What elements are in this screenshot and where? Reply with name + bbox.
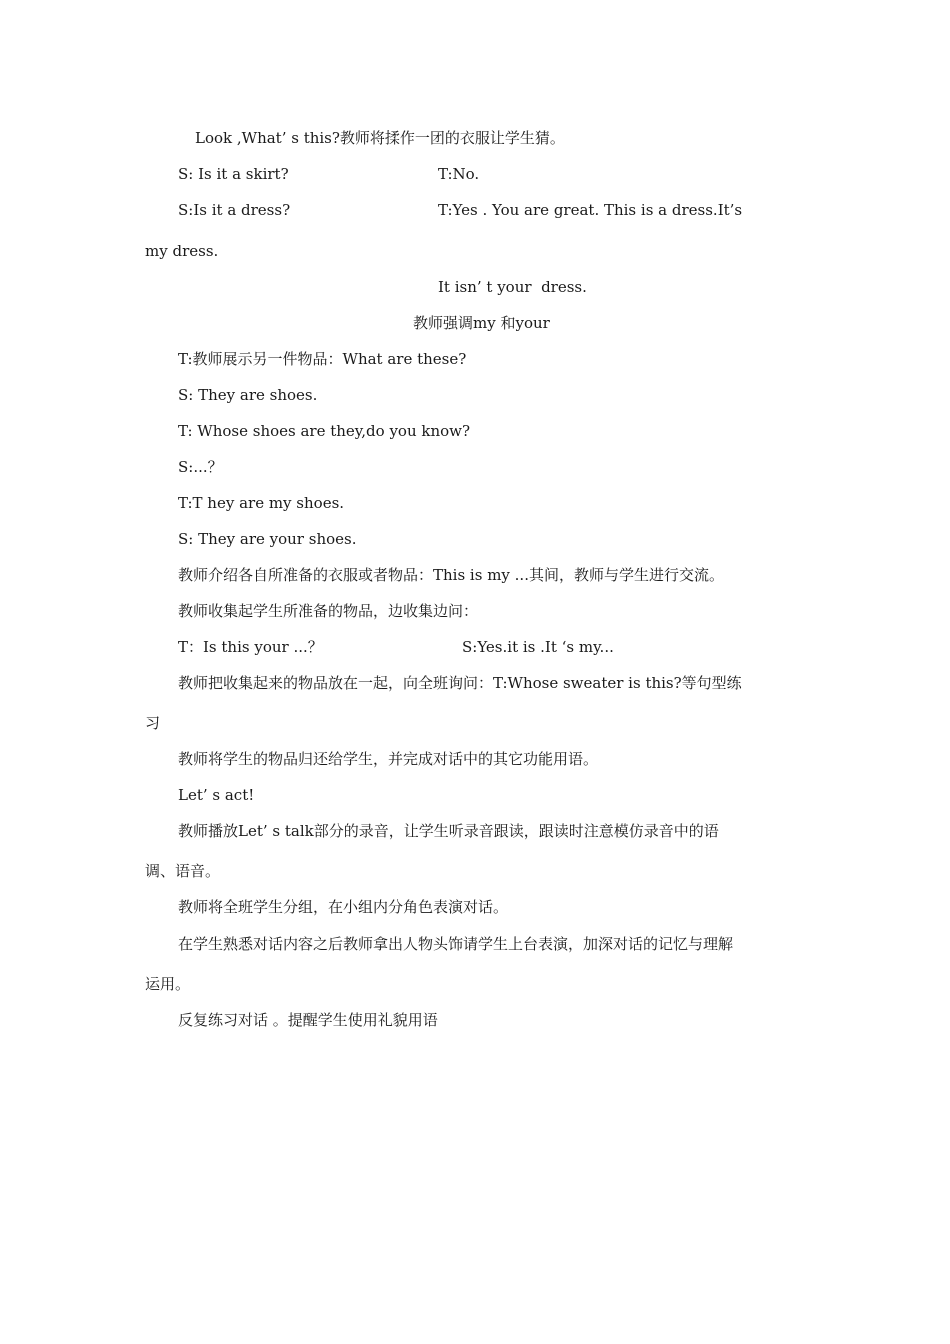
line-teacher-collect: 教师收集起学生所准备的物品，边收集边问：	[178, 602, 479, 620]
line-teacher-return: 教师将学生的物品归还给学生，并完成对话中的其它功能用语。	[178, 750, 599, 768]
line-teacher-play-recording: 教师播放Let’ s talk部分的录音，让学生听录音跟读，跟读时注意模仿录音中的语	[178, 822, 719, 840]
line-practice-cont: 习	[145, 714, 161, 732]
line-teacher-what-are-these: T:教师展示另一件物品：What are these?	[178, 350, 467, 368]
line-intonation: 调、语音。	[145, 862, 221, 880]
line-student-skirt: S: Is it a skirt?	[178, 165, 289, 183]
line-group-roleplay: 教师将全班学生分组，在小组内分角色表演对话。	[178, 898, 509, 916]
line-headwear-perform: 在学生熟悉对话内容之后教师拿出人物头饰请学生上台表演，加深对话的记忆与理解	[178, 935, 734, 953]
line-teacher-whose-sweater: 教师把收集起来的物品放在一起，向全班询问：T:Whose sweater is this?等句型练	[178, 674, 742, 692]
line-repeat-practice: 反复练习对话 。提醒学生使用礼貌用语	[178, 1011, 438, 1029]
line-teacher-introduce: 教师介绍各自所准备的衣服或者物品：This is my ...其间，教师与学生进行交流。	[178, 566, 724, 584]
line-emphasize-my-your: 教师强调my 和your	[413, 314, 550, 332]
line-student-your-shoes: S: They are your shoes.	[178, 530, 357, 548]
line-teacher-my-shoes: T:T hey are my shoes.	[178, 494, 345, 512]
line-student-shoes: S: They are shoes.	[178, 386, 318, 404]
line-my-dress: my dress.	[145, 242, 219, 260]
line-teacher-is-this-your: T：Is this your ...？	[178, 638, 323, 656]
line-student-yes-it-is: S:Yes.it is .It ‘s my...	[462, 638, 614, 656]
line-teacher-no: T:No.	[438, 165, 480, 183]
line-teacher-yes: T:Yes . You are great. This is a dress.It’s	[438, 201, 743, 219]
line-student-question: S:...？	[178, 458, 223, 476]
line-teacher-whose-shoes: T: Whose shoes are they,do you know?	[178, 422, 471, 440]
line-lets-act: Let’ s act!	[178, 786, 255, 804]
line-isnt-your-dress: It isn’ t your dress.	[438, 278, 587, 296]
line-look-whats-this: Look ,What’ s this?教师将揉作一团的衣服让学生猜。	[195, 129, 565, 147]
line-apply: 运用。	[145, 975, 191, 993]
line-student-dress: S:Is it a dress?	[178, 201, 291, 219]
